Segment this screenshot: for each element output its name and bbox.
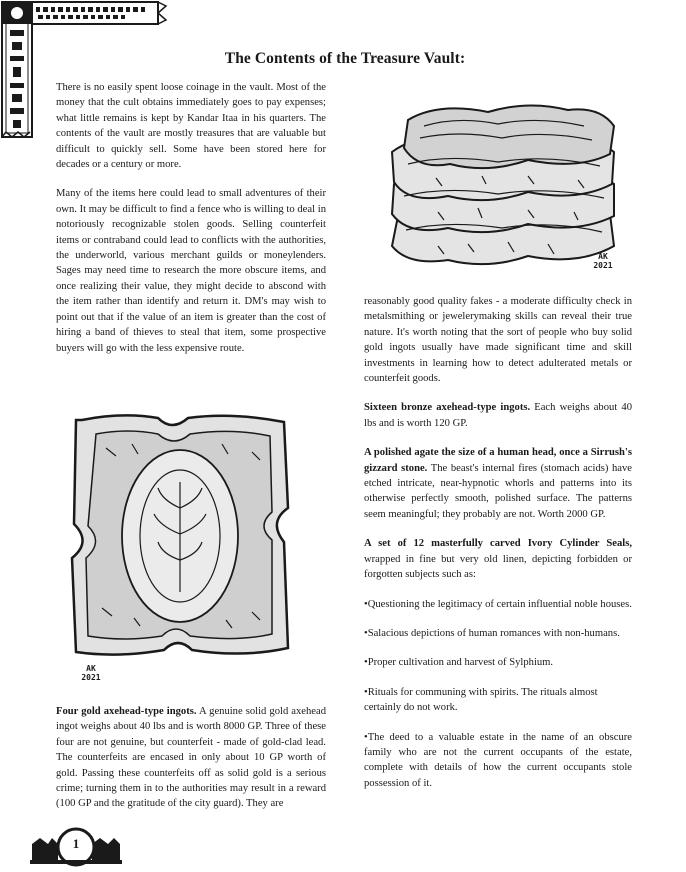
intro-paragraph: There is no easily spent loose coinage in the vault. Most of the money that the cult obtains immediately goes to pay expenses; what little remains is kept by Kandar Itaa in his quarters. The contents of the vault are mostly treasures that are valuable but difficult to quickly sell. Some have been stored here for decades or a century or more. — [56, 82, 326, 171]
gold-ingots-heading: Four gold axehead-type ingots. — [56, 706, 197, 717]
right-column — [364, 294, 632, 805]
seals-entry — [364, 536, 632, 582]
gold-ingots-text: A genuine solid gold axehead ingot weighs about 40 lbs and is worth 8000 GP. Three of these four are not genuine, but counterfeit - made of gold-clad lead. The counterfeits are encased in only about 10 GP worth of gold. Passing these counterfeits off as solid gold is a serious crime; turning them in to the authorities may result in a reward (100 GP and the gratitude of the city guard). They are — [56, 706, 327, 810]
agate-heading: A polished agate the size of a human head, once a Sirrush's gizzard stone. — [364, 447, 632, 474]
artist-signature-bottom: AK 2021 — [81, 664, 101, 682]
bronze-ingots-heading: Sixteen bronze axehead-type ingots. — [364, 402, 531, 414]
gold-ingots-entry — [56, 704, 326, 812]
seals-text: wrapped in fine but very old linen, depicting forbidden or forgotten subjects such as: — [364, 553, 632, 581]
agate-text: The beast's internal fires (stomach acids) have etched intricate, near-hypnotic whorls and patterns into its otherwise perfectly smooth, polished surface. The patterns seem meaningful; they probably are not. Worth 2000 GP. — [364, 462, 633, 520]
seal-bullet: •Salacious depictions of human romances with non-humans. — [364, 627, 620, 639]
seals-heading: A set of 12 masterfully carved Ivory Cylinder Seals, — [364, 538, 632, 550]
left-column-intro — [56, 80, 326, 370]
adventure-paragraph: Many of the items here could lead to small adventures of their own. It may be difficult to find a fence who is willing to deal in notoriously recognizable stolen goods. Selling counterfeit items or contraband could lead to conflicts with the authorities, the underworld, various merchant guilds or moneylenders. Sages may need time to research the more obscure items, and once realizing their value, they might decide to abscond with the item rather than identify and return it. DM's may wish to point out that if the value of an item is greater than the cost of hiring a band of thieves to steal that item, some prospective buyers will go with the less expensive route. — [56, 188, 326, 354]
seal-bullet: •The deed to a valuable estate in the name of an obscure family who are not the current occupants of the estate, complete with details of how the current occupants stole possession of it. — [364, 731, 632, 789]
page-title: The Contents of the Treasure Vault: — [224, 50, 466, 67]
single-ingot-illustration — [62, 408, 300, 664]
page-number: 1 — [72, 836, 80, 851]
stacked-ingots-illustration — [378, 96, 624, 278]
seal-bullet: •Questioning the legitimacy of certain influential noble houses. — [364, 598, 632, 610]
bronze-ingots-entry — [364, 400, 632, 431]
artist-signature-top: AK 2021 — [593, 252, 613, 270]
counterfeit-continuation: reasonably good quality fakes - a moderate difficulty check in metalsmithing or jewelerymaking skills can reveal their true nature. It's worth noting that the sort of people who buy solid gold ingots usually have made significant time and skill investments in learning how to detect adulterated metals or counterfeit goods. — [364, 296, 632, 385]
seal-bullet: •Rituals for communing with spirits. The rituals almost certainly do not work. — [364, 686, 598, 714]
agate-entry — [364, 445, 632, 522]
seal-bullet: •Proper cultivation and harvest of Sylphium. — [364, 657, 554, 669]
left-column-gold — [56, 704, 326, 826]
bronze-ingots-text: Each weighs about 40 lbs and is worth 120 GP. — [364, 402, 632, 429]
